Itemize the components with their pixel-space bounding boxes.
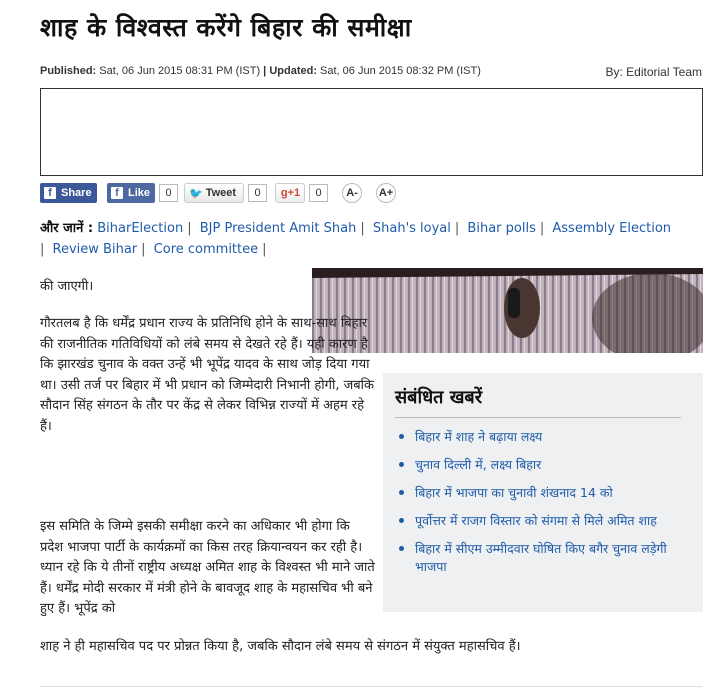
bullet-icon xyxy=(399,518,404,523)
tweet-button[interactable] xyxy=(184,183,244,203)
google-plus-button[interactable] xyxy=(275,183,305,203)
facebook-like-icon: f xyxy=(111,187,123,199)
like-count: 0 xyxy=(159,184,178,202)
related-news-item[interactable] xyxy=(395,540,691,576)
related-news-item[interactable] xyxy=(395,428,691,446)
published-label: Published: xyxy=(40,65,97,77)
gplus-label: g+1 xyxy=(280,187,301,199)
bullet-icon xyxy=(399,490,404,495)
facebook-share-button[interactable] xyxy=(40,183,97,203)
tag-link[interactable]: BiharElection xyxy=(97,221,184,236)
related-news-link[interactable]: बिहार में शाह ने बढ़ाया लक्ष्य xyxy=(415,429,543,444)
gplus-count: 0 xyxy=(309,184,328,202)
related-divider xyxy=(395,417,681,418)
article-paragraph: इस समिति के जिम्मे इसकी समीक्षा करने का अधिकार भी होगा कि प्रदेश भाजपा पार्टी के कार्यक्रमों का किस तरह क्रियान्वयन कर रही है। ध्यान रहे कि ये तीनों राष्ट्रीय अध्यक्ष अमित शाह के विश्वस्त भी माने जाते हैं। धर्मेंद्र मोदी सरकार में मंत्री होने के बावजूद शाह के महासचिव भी बने हुए हैं। भूपेंद्र को xyxy=(40,519,375,616)
related-news-item[interactable] xyxy=(395,456,691,474)
related-news-box xyxy=(383,373,703,612)
updated-label: Updated: xyxy=(269,65,317,77)
related-news-link[interactable]: बिहार में सीएम उम्मीदवार घोषित किए बगैर चुनाव लड़ेगी भाजपा xyxy=(415,541,667,574)
related-news-link[interactable]: चुनाव दिल्ली में, लक्ष्य बिहार xyxy=(415,457,542,472)
twitter-bird-icon: 🐦 xyxy=(189,187,203,200)
article-headline: शाह के विश्वस्त करेंगे बिहार की समीक्षा xyxy=(40,13,412,42)
tag-link[interactable]: Core committee xyxy=(153,242,259,257)
facebook-like-button[interactable] xyxy=(107,183,155,203)
share-label: Share xyxy=(61,187,92,199)
tag-link[interactable]: Review Bihar xyxy=(52,242,138,257)
article-paragraph: गौरतलब है कि धर्मेंद्र प्रधान राज्य के प्रतिनिधि होने के साथ-साथ बिहार की राजनीतिक गतिविधियों को लंबे समय से देखते रहे हैं। यही कारण है कि झारखंड चुनाव के वक्त उन्हें भी भूपेंद्र यादव के साथ जोड़ दिया गया था। उसी तर्ज पर बिहार में भी प्रधान को जिम्मेदारी निभानी होगी, जबकि सौदान सिंह संगठन के तौर पर केंद्र से लेकर विभिन्न राज्यों में अहम रहे हैं। xyxy=(40,316,375,434)
related-tags: और जानें : BiharElection | BJP President Amit Shah | Shah's loyal | Bihar polls | Assembly Election | Review Bihar | Core committee | xyxy=(40,221,672,257)
facebook-icon: f xyxy=(44,187,56,199)
tweet-count: 0 xyxy=(248,184,267,202)
tag-link[interactable]: BJP President Amit Shah xyxy=(199,221,357,236)
font-increase-button[interactable]: A+ xyxy=(376,183,396,203)
published-value: Sat, 06 Jun 2015 08:31 PM (IST) xyxy=(99,65,261,77)
related-news-item[interactable] xyxy=(395,512,691,530)
social-share-bar xyxy=(40,183,396,203)
bullet-icon xyxy=(399,462,404,467)
bullet-icon xyxy=(399,546,404,551)
meta-separator: | xyxy=(263,65,267,77)
byline: By: Editorial Team xyxy=(605,65,702,79)
tag-link[interactable]: Shah's loyal xyxy=(372,221,451,236)
related-news-link[interactable]: पूर्वोत्तर में राजग विस्तार को संगमा से मिले अमित शाह xyxy=(415,513,657,528)
font-decrease-button[interactable]: A- xyxy=(342,183,362,203)
related-news-title: संबंधित खबरें xyxy=(395,387,483,408)
bullet-icon xyxy=(399,434,404,439)
article-paragraph: की जाएगी। xyxy=(40,279,94,294)
bottom-divider xyxy=(40,686,702,687)
related-news-link[interactable]: बिहार में भाजपा का चुनावी शंखनाद 14 को xyxy=(415,485,613,500)
like-label: Like xyxy=(128,187,151,199)
tweet-label: Tweet xyxy=(205,187,237,199)
article-meta xyxy=(40,65,702,77)
updated-value: Sat, 06 Jun 2015 08:32 PM (IST) xyxy=(320,65,481,77)
tag-link[interactable]: Bihar polls xyxy=(467,221,536,236)
tag-link[interactable]: Assembly Election xyxy=(552,221,672,236)
related-news-item[interactable] xyxy=(395,484,691,502)
article-paragraph: शाह ने ही महासचिव पद पर प्रोन्नत किया है, जबकि सौदान लंबे समय से संगठन में संयुक्त महासचिव हैं। xyxy=(40,639,521,654)
ad-placeholder xyxy=(40,88,703,176)
tags-label: और जानें : xyxy=(40,221,94,236)
